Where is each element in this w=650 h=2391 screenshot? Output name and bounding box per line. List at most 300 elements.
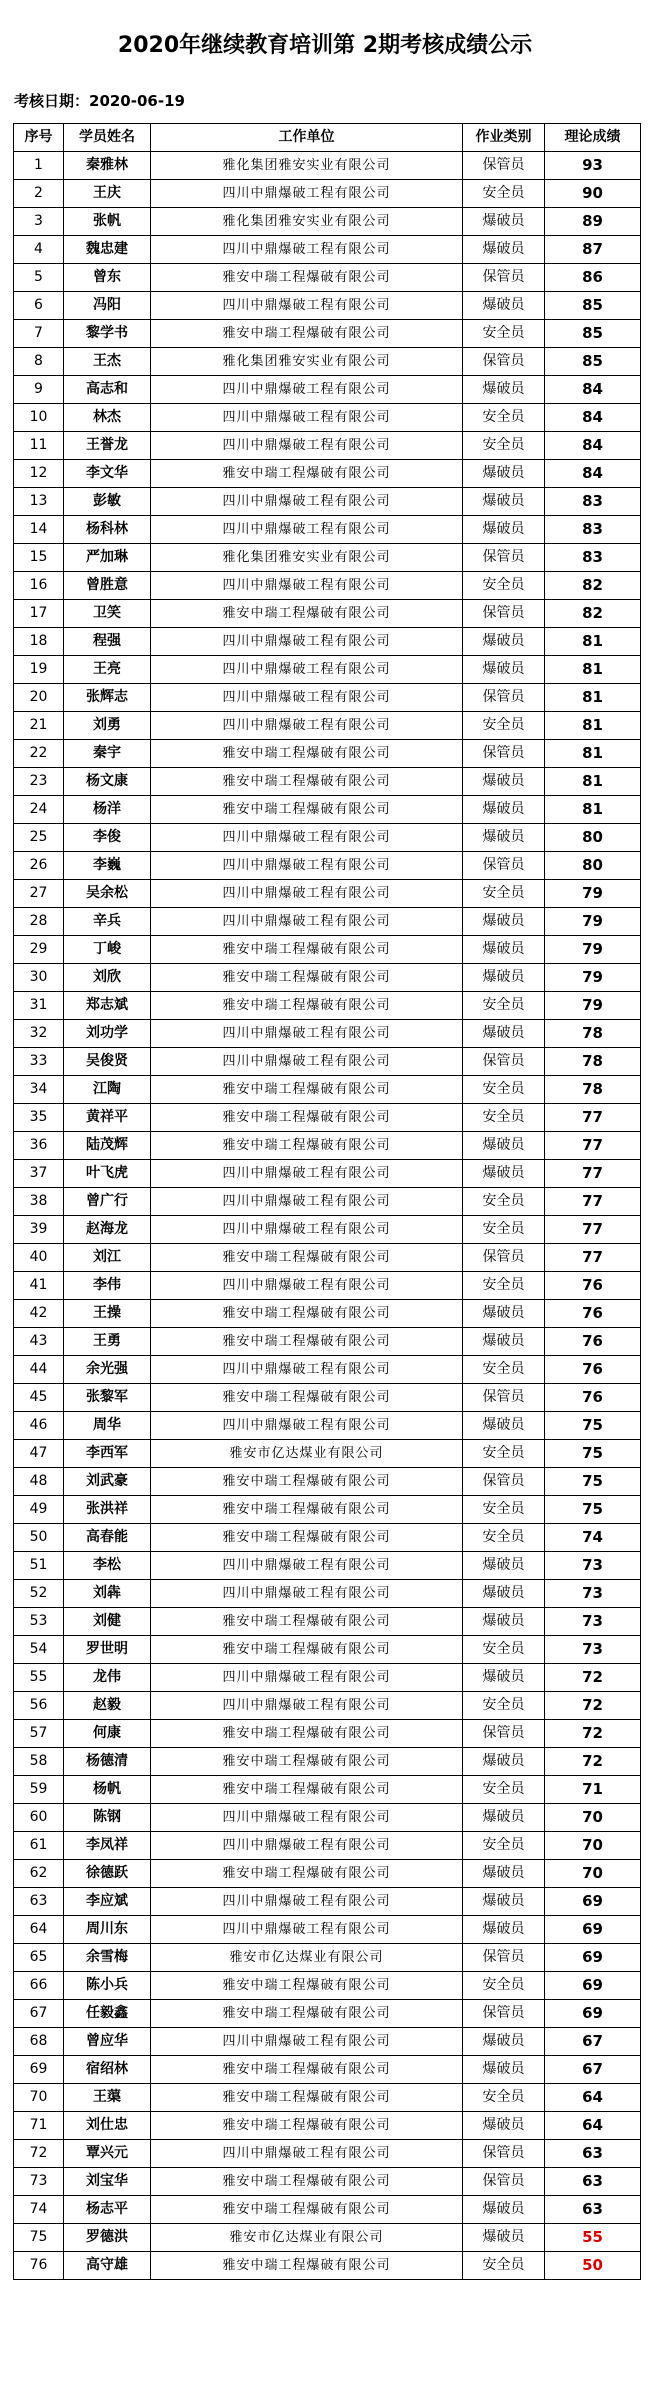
- cell-name: 王勇: [64, 1328, 151, 1356]
- table-row: [14, 1608, 641, 1636]
- cell-role: 保管员: [463, 1048, 545, 1076]
- cell-no: 31: [14, 992, 64, 1020]
- table-row: [14, 348, 641, 376]
- cell-name: 何康: [64, 1720, 151, 1748]
- cell-score: 89: [545, 208, 641, 236]
- cell-role: 安全员: [463, 1496, 545, 1524]
- cell-no: 21: [14, 712, 64, 740]
- cell-score: 85: [545, 348, 641, 376]
- table-row: [14, 208, 641, 236]
- cell-score: 86: [545, 264, 641, 292]
- cell-score: 77: [545, 1104, 641, 1132]
- cell-no: 20: [14, 684, 64, 712]
- cell-unit: 雅安中瑞工程爆破有限公司: [151, 1636, 463, 1664]
- table-row: [14, 1636, 641, 1664]
- cell-role: 保管员: [463, 600, 545, 628]
- header-role: 作业类别: [463, 124, 545, 152]
- cell-no: 41: [14, 1272, 64, 1300]
- table-body: [14, 152, 641, 2280]
- cell-name: 刘宝华: [64, 2168, 151, 2196]
- cell-score: 84: [545, 432, 641, 460]
- cell-unit: 雅安中瑞工程爆破有限公司: [151, 2056, 463, 2084]
- cell-name: 张洪祥: [64, 1496, 151, 1524]
- cell-unit: 雅安市亿达煤业有限公司: [151, 1440, 463, 1468]
- cell-unit: 雅安中瑞工程爆破有限公司: [151, 796, 463, 824]
- cell-unit: 雅安中瑞工程爆破有限公司: [151, 1328, 463, 1356]
- cell-no: 70: [14, 2084, 64, 2112]
- cell-name: 王庆: [64, 180, 151, 208]
- cell-role: 爆破员: [463, 908, 545, 936]
- cell-name: 林杰: [64, 404, 151, 432]
- cell-unit: 四川中鼎爆破工程有限公司: [151, 684, 463, 712]
- table-row: [14, 1804, 641, 1832]
- cell-unit: 雅安中瑞工程爆破有限公司: [151, 936, 463, 964]
- cell-role: 爆破员: [463, 208, 545, 236]
- cell-role: 保管员: [463, 1468, 545, 1496]
- cell-score: 77: [545, 1244, 641, 1272]
- cell-name: 曾东: [64, 264, 151, 292]
- table-row: [14, 572, 641, 600]
- cell-unit: 四川中鼎爆破工程有限公司: [151, 1552, 463, 1580]
- cell-score: 73: [545, 1608, 641, 1636]
- cell-score: 77: [545, 1160, 641, 1188]
- table-row: [14, 2112, 641, 2140]
- cell-role: 安全员: [463, 1076, 545, 1104]
- cell-unit: 雅安中瑞工程爆破有限公司: [151, 1132, 463, 1160]
- cell-score: 84: [545, 460, 641, 488]
- cell-role: 爆破员: [463, 1412, 545, 1440]
- cell-no: 71: [14, 2112, 64, 2140]
- cell-no: 5: [14, 264, 64, 292]
- cell-role: 安全员: [463, 1356, 545, 1384]
- header-score: 理论成绩: [545, 124, 641, 152]
- cell-name: 曾胜意: [64, 572, 151, 600]
- table-row: [14, 1664, 641, 1692]
- cell-no: 50: [14, 1524, 64, 1552]
- cell-no: 61: [14, 1832, 64, 1860]
- cell-score: 69: [545, 1944, 641, 1972]
- cell-unit: 四川中鼎爆破工程有限公司: [151, 656, 463, 684]
- cell-no: 73: [14, 2168, 64, 2196]
- cell-score: 69: [545, 1972, 641, 2000]
- cell-name: 魏忠建: [64, 236, 151, 264]
- cell-score: 76: [545, 1356, 641, 1384]
- cell-no: 56: [14, 1692, 64, 1720]
- cell-name: 李西军: [64, 1440, 151, 1468]
- cell-no: 26: [14, 852, 64, 880]
- cell-no: 72: [14, 2140, 64, 2168]
- cell-unit: 四川中鼎爆破工程有限公司: [151, 1048, 463, 1076]
- cell-role: 安全员: [463, 1440, 545, 1468]
- cell-score: 90: [545, 180, 641, 208]
- cell-no: 8: [14, 348, 64, 376]
- cell-role: 爆破员: [463, 488, 545, 516]
- table-row: [14, 264, 641, 292]
- cell-role: 爆破员: [463, 656, 545, 684]
- cell-name: 辛兵: [64, 908, 151, 936]
- cell-no: 51: [14, 1552, 64, 1580]
- table-row: [14, 740, 641, 768]
- cell-role: 保管员: [463, 1244, 545, 1272]
- table-row: [14, 1412, 641, 1440]
- cell-name: 秦宇: [64, 740, 151, 768]
- table-row: [14, 2224, 641, 2252]
- cell-unit: 雅安中瑞工程爆破有限公司: [151, 1524, 463, 1552]
- cell-role: 安全员: [463, 404, 545, 432]
- cell-no: 60: [14, 1804, 64, 1832]
- cell-unit: 四川中鼎爆破工程有限公司: [151, 824, 463, 852]
- cell-name: 王亮: [64, 656, 151, 684]
- cell-role: 爆破员: [463, 2028, 545, 2056]
- table-row: [14, 432, 641, 460]
- table-row: [14, 908, 641, 936]
- cell-no: 47: [14, 1440, 64, 1468]
- cell-role: 安全员: [463, 880, 545, 908]
- cell-score: 84: [545, 404, 641, 432]
- cell-role: 保管员: [463, 1384, 545, 1412]
- cell-role: 爆破员: [463, 1888, 545, 1916]
- cell-name: 杨洋: [64, 796, 151, 824]
- cell-unit: 雅安中瑞工程爆破有限公司: [151, 992, 463, 1020]
- cell-score: 63: [545, 2196, 641, 2224]
- cell-unit: 雅安中瑞工程爆破有限公司: [151, 1972, 463, 2000]
- cell-no: 65: [14, 1944, 64, 1972]
- cell-role: 爆破员: [463, 1020, 545, 1048]
- cell-score: 69: [545, 2000, 641, 2028]
- cell-no: 33: [14, 1048, 64, 1076]
- cell-no: 38: [14, 1188, 64, 1216]
- cell-score: 75: [545, 1440, 641, 1468]
- table-row: [14, 1496, 641, 1524]
- cell-no: 58: [14, 1748, 64, 1776]
- cell-score: 79: [545, 936, 641, 964]
- cell-name: 吴俊贤: [64, 1048, 151, 1076]
- cell-score: 82: [545, 572, 641, 600]
- table-row: [14, 1076, 641, 1104]
- cell-name: 王操: [64, 1300, 151, 1328]
- cell-score: 81: [545, 656, 641, 684]
- cell-name: 卫笑: [64, 600, 151, 628]
- cell-no: 74: [14, 2196, 64, 2224]
- cell-name: 杨科林: [64, 516, 151, 544]
- cell-no: 9: [14, 376, 64, 404]
- cell-score: 76: [545, 1272, 641, 1300]
- cell-score: 72: [545, 1748, 641, 1776]
- cell-unit: 四川中鼎爆破工程有限公司: [151, 180, 463, 208]
- table-row: [14, 1356, 641, 1384]
- cell-score: 79: [545, 880, 641, 908]
- table-row: [14, 936, 641, 964]
- cell-name: 刘欣: [64, 964, 151, 992]
- cell-unit: 四川中鼎爆破工程有限公司: [151, 1664, 463, 1692]
- cell-unit: 四川中鼎爆破工程有限公司: [151, 1356, 463, 1384]
- cell-name: 王蕖: [64, 2084, 151, 2112]
- cell-no: 29: [14, 936, 64, 964]
- table-row: [14, 1188, 641, 1216]
- cell-unit: 四川中鼎爆破工程有限公司: [151, 1160, 463, 1188]
- cell-unit: 四川中鼎爆破工程有限公司: [151, 516, 463, 544]
- table-row: [14, 1440, 641, 1468]
- cell-name: 刘犇: [64, 1580, 151, 1608]
- cell-unit: 四川中鼎爆破工程有限公司: [151, 432, 463, 460]
- cell-unit: 雅安中瑞工程爆破有限公司: [151, 2168, 463, 2196]
- cell-name: 高守雄: [64, 2252, 151, 2280]
- cell-unit: 四川中鼎爆破工程有限公司: [151, 1216, 463, 1244]
- table-row: [14, 2056, 641, 2084]
- cell-score: 70: [545, 1832, 641, 1860]
- cell-score: 67: [545, 2056, 641, 2084]
- table-header-row: [14, 124, 641, 152]
- cell-score: 75: [545, 1412, 641, 1440]
- cell-role: 爆破员: [463, 824, 545, 852]
- cell-score: 76: [545, 1384, 641, 1412]
- table-row: [14, 880, 641, 908]
- cell-role: 爆破员: [463, 1580, 545, 1608]
- cell-no: 12: [14, 460, 64, 488]
- table-row: [14, 152, 641, 180]
- cell-name: 李俊: [64, 824, 151, 852]
- table-row: [14, 2028, 641, 2056]
- cell-unit: 雅安中瑞工程爆破有限公司: [151, 964, 463, 992]
- cell-role: 安全员: [463, 712, 545, 740]
- cell-unit: 雅安中瑞工程爆破有限公司: [151, 2084, 463, 2112]
- cell-name: 张黎军: [64, 1384, 151, 1412]
- cell-role: 爆破员: [463, 292, 545, 320]
- cell-no: 40: [14, 1244, 64, 1272]
- cell-role: 爆破员: [463, 1328, 545, 1356]
- table-row: [14, 1244, 641, 1272]
- cell-name: 刘功学: [64, 1020, 151, 1048]
- cell-unit: 雅化集团雅安实业有限公司: [151, 152, 463, 180]
- cell-role: 爆破员: [463, 1160, 545, 1188]
- cell-score: 80: [545, 852, 641, 880]
- table-row: [14, 1468, 641, 1496]
- cell-name: 黎学书: [64, 320, 151, 348]
- cell-score: 83: [545, 488, 641, 516]
- cell-score: 77: [545, 1216, 641, 1244]
- cell-role: 安全员: [463, 2084, 545, 2112]
- cell-role: 安全员: [463, 1972, 545, 2000]
- cell-name: 陈小兵: [64, 1972, 151, 2000]
- cell-role: 安全员: [463, 432, 545, 460]
- cell-unit: 雅安中瑞工程爆破有限公司: [151, 2252, 463, 2280]
- cell-score: 64: [545, 2084, 641, 2112]
- cell-unit: 雅化集团雅安实业有限公司: [151, 348, 463, 376]
- cell-role: 安全员: [463, 320, 545, 348]
- cell-role: 安全员: [463, 1272, 545, 1300]
- cell-no: 46: [14, 1412, 64, 1440]
- cell-role: 爆破员: [463, 796, 545, 824]
- cell-no: 75: [14, 2224, 64, 2252]
- cell-unit: 雅安中瑞工程爆破有限公司: [151, 320, 463, 348]
- cell-unit: 雅安中瑞工程爆破有限公司: [151, 1748, 463, 1776]
- cell-no: 32: [14, 1020, 64, 1048]
- cell-no: 64: [14, 1916, 64, 1944]
- cell-score: 69: [545, 1888, 641, 1916]
- cell-role: 安全员: [463, 1524, 545, 1552]
- cell-name: 高志和: [64, 376, 151, 404]
- cell-no: 28: [14, 908, 64, 936]
- table-row: [14, 1300, 641, 1328]
- cell-role: 爆破员: [463, 1608, 545, 1636]
- cell-role: 爆破员: [463, 2056, 545, 2084]
- results-table: [13, 123, 641, 2280]
- cell-unit: 四川中鼎爆破工程有限公司: [151, 236, 463, 264]
- cell-score: 69: [545, 1916, 641, 1944]
- cell-name: 余光强: [64, 1356, 151, 1384]
- table-row: [14, 1776, 641, 1804]
- cell-name: 徐德跃: [64, 1860, 151, 1888]
- cell-name: 严加琳: [64, 544, 151, 572]
- cell-score: 76: [545, 1300, 641, 1328]
- cell-score: 80: [545, 824, 641, 852]
- cell-unit: 雅安市亿达煤业有限公司: [151, 1944, 463, 1972]
- cell-role: 爆破员: [463, 376, 545, 404]
- cell-role: 安全员: [463, 1188, 545, 1216]
- cell-no: 44: [14, 1356, 64, 1384]
- cell-name: 罗世明: [64, 1636, 151, 1664]
- cell-name: 覃兴元: [64, 2140, 151, 2168]
- table-row: [14, 2084, 641, 2112]
- cell-name: 余雪梅: [64, 1944, 151, 1972]
- cell-role: 安全员: [463, 1104, 545, 1132]
- table-row: [14, 2140, 641, 2168]
- cell-no: 24: [14, 796, 64, 824]
- header-no: 序号: [14, 124, 64, 152]
- cell-score: 74: [545, 1524, 641, 1552]
- cell-no: 49: [14, 1496, 64, 1524]
- cell-name: 张辉志: [64, 684, 151, 712]
- cell-score: 77: [545, 1188, 641, 1216]
- cell-score: 76: [545, 1328, 641, 1356]
- cell-unit: 四川中鼎爆破工程有限公司: [151, 488, 463, 516]
- table-row: [14, 2168, 641, 2196]
- cell-unit: 雅安中瑞工程爆破有限公司: [151, 2112, 463, 2140]
- cell-name: 刘仕忠: [64, 2112, 151, 2140]
- cell-name: 龙伟: [64, 1664, 151, 1692]
- cell-unit: 四川中鼎爆破工程有限公司: [151, 1188, 463, 1216]
- table-row: [14, 2000, 641, 2028]
- cell-role: 安全员: [463, 1636, 545, 1664]
- cell-unit: 雅安中瑞工程爆破有限公司: [151, 1468, 463, 1496]
- cell-role: 安全员: [463, 1776, 545, 1804]
- cell-name: 李伟: [64, 1272, 151, 1300]
- cell-no: 43: [14, 1328, 64, 1356]
- cell-unit: 四川中鼎爆破工程有限公司: [151, 880, 463, 908]
- cell-name: 高春能: [64, 1524, 151, 1552]
- table-row: [14, 1860, 641, 1888]
- table-row: [14, 600, 641, 628]
- cell-score: 78: [545, 1076, 641, 1104]
- table-row: [14, 320, 641, 348]
- cell-score: 63: [545, 2168, 641, 2196]
- cell-unit: 四川中鼎爆破工程有限公司: [151, 572, 463, 600]
- cell-role: 安全员: [463, 180, 545, 208]
- cell-name: 李巍: [64, 852, 151, 880]
- cell-score: 72: [545, 1720, 641, 1748]
- cell-score: 72: [545, 1664, 641, 1692]
- cell-role: 安全员: [463, 992, 545, 1020]
- cell-no: 48: [14, 1468, 64, 1496]
- cell-score: 70: [545, 1804, 641, 1832]
- cell-unit: 雅安中瑞工程爆破有限公司: [151, 1860, 463, 1888]
- cell-role: 爆破员: [463, 2224, 545, 2252]
- cell-name: 周川东: [64, 1916, 151, 1944]
- cell-name: 郑志斌: [64, 992, 151, 1020]
- table-row: [14, 1328, 641, 1356]
- cell-unit: 四川中鼎爆破工程有限公司: [151, 292, 463, 320]
- cell-unit: 四川中鼎爆破工程有限公司: [151, 404, 463, 432]
- cell-role: 爆破员: [463, 460, 545, 488]
- cell-unit: 雅安中瑞工程爆破有限公司: [151, 460, 463, 488]
- cell-role: 保管员: [463, 264, 545, 292]
- cell-score: 70: [545, 1860, 641, 1888]
- cell-no: 76: [14, 2252, 64, 2280]
- cell-score: 81: [545, 712, 641, 740]
- table-row: [14, 1552, 641, 1580]
- table-row: [14, 1272, 641, 1300]
- cell-no: 37: [14, 1160, 64, 1188]
- cell-name: 吴余松: [64, 880, 151, 908]
- cell-no: 59: [14, 1776, 64, 1804]
- cell-no: 11: [14, 432, 64, 460]
- cell-role: 保管员: [463, 2000, 545, 2028]
- cell-role: 保管员: [463, 684, 545, 712]
- cell-no: 68: [14, 2028, 64, 2056]
- cell-no: 15: [14, 544, 64, 572]
- cell-role: 保管员: [463, 544, 545, 572]
- cell-no: 55: [14, 1664, 64, 1692]
- cell-no: 6: [14, 292, 64, 320]
- cell-name: 杨德清: [64, 1748, 151, 1776]
- cell-no: 34: [14, 1076, 64, 1104]
- cell-score: 84: [545, 376, 641, 404]
- cell-unit: 雅安中瑞工程爆破有限公司: [151, 1244, 463, 1272]
- cell-unit: 雅安中瑞工程爆破有限公司: [151, 1720, 463, 1748]
- cell-name: 程强: [64, 628, 151, 656]
- cell-name: 李凤祥: [64, 1832, 151, 1860]
- cell-role: 保管员: [463, 152, 545, 180]
- cell-role: 爆破员: [463, 1132, 545, 1160]
- table-row: [14, 1048, 641, 1076]
- cell-unit: 雅安中瑞工程爆破有限公司: [151, 1300, 463, 1328]
- cell-unit: 四川中鼎爆破工程有限公司: [151, 908, 463, 936]
- table-row: [14, 516, 641, 544]
- cell-unit: 四川中鼎爆破工程有限公司: [151, 628, 463, 656]
- table-row: [14, 628, 641, 656]
- cell-role: 安全员: [463, 1832, 545, 1860]
- cell-role: 爆破员: [463, 1804, 545, 1832]
- table-row: [14, 1832, 641, 1860]
- exam-date: 考核日期：2020-06-19: [14, 92, 185, 110]
- cell-unit: 四川中鼎爆破工程有限公司: [151, 2028, 463, 2056]
- cell-name: 周华: [64, 1412, 151, 1440]
- cell-name: 陆茂辉: [64, 1132, 151, 1160]
- cell-name: 张帆: [64, 208, 151, 236]
- cell-score: 87: [545, 236, 641, 264]
- table-row: [14, 1216, 641, 1244]
- cell-score: 79: [545, 908, 641, 936]
- table-row: [14, 488, 641, 516]
- cell-name: 刘江: [64, 1244, 151, 1272]
- cell-role: 保管员: [463, 2140, 545, 2168]
- cell-name: 赵海龙: [64, 1216, 151, 1244]
- cell-no: 36: [14, 1132, 64, 1160]
- cell-role: 爆破员: [463, 1300, 545, 1328]
- table-row: [14, 376, 641, 404]
- cell-score: 81: [545, 740, 641, 768]
- cell-no: 39: [14, 1216, 64, 1244]
